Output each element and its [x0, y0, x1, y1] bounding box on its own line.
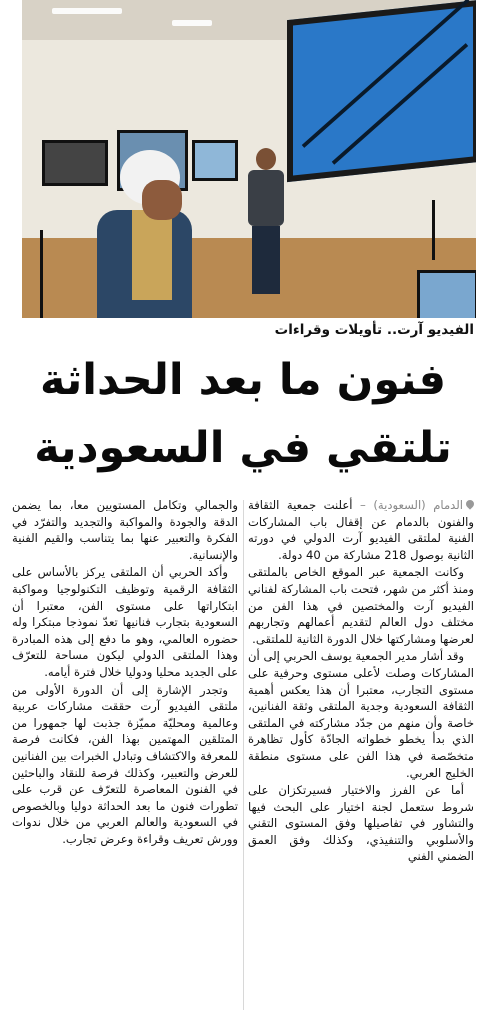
- article-paragraph: [12, 497, 238, 563]
- paragraph-text: وقد أشار مدير الجمعية يوسف الحربي إلى أن المشاركات وصلت لأعلى مستوى وحرفية على مستوى التجارب، معتبرا أن هذا يعكس أهمية الثقافة السعودية وجدية الملتقى وثقة الفنانين، خاصة وأن منهم من جدّد مشاركته في الملتقى الذي بدأ يخطو خطواته الجادّة كأول تظاهرة متخصّصة في هذا الفن على مستوى منطقة الخليج العربي.: [248, 649, 474, 780]
- video-screen: [192, 140, 238, 181]
- article-paragraph: [248, 648, 474, 781]
- paragraph-text: وأكد الحربي أن الملتقى يركز بالأساس على الثقافة الرقمية وتوظيف التكنولوجيا ومواكبة ابتكاراتها على مستوى الفن، معتبرا أن السعودية بتجارب فنانيها تعدّ نموذجا مبتكرا وله حضوره العالمي، وهو ما دفع إلى هذه المبادرة وهذا الملتقى الدولي ليكون مساحة للتعرّف على الجديد محليا ودوليا خلال فترة أيامه.: [12, 565, 238, 679]
- paragraph-text: أعلنت جمعية الثقافة والفنون بالدمام عن إقفال باب المشاركات الفنية لملتقى الفيديو آرت الدولي في دورته الثانية بوصول 218 مشاركة من 40 دولة.: [248, 498, 474, 562]
- paragraph-text: وتجدر الإشارة إلى أن الدورة الأولى من ملتقى الفيديو آرت حققت مشاركات عربية وعالمية ومحليّة مميّزة جذبت لها جمهورا من المتلقين المهتمين بهذا الفن، فكانت فرصة للمعرفة والاكتشاف وتبادل الخبرات بين الفنانين للعرض والتعبير، وكذلك فرصة للنقاد والباحثين في الفنون المعاصرة للتعرّف عن قرب على تطورات فنون ما بعد الحداثة دوليا وبالخصوص في السعودية والعالم العربي من خلال ندوات وورش تعريف وقراءة وعرض تجارب.: [12, 682, 238, 846]
- dateline: الدمام (السعودية) –: [360, 498, 463, 512]
- headline-line-2: تلتقي في السعودية: [34, 423, 452, 473]
- headphone-stand: [40, 230, 43, 318]
- ceiling-light: [52, 8, 122, 14]
- ceiling-light: [172, 20, 212, 26]
- location-pin-icon: [466, 500, 474, 510]
- video-screen: [287, 0, 476, 182]
- column-divider: [243, 500, 244, 1010]
- paragraph-text: وكانت الجمعية عبر الموقع الخاص بالملتقى ومنذ أكثر من شهر، فتحت باب المشاركة لفناني الفيديو آرت والمختصين في هذا الفن من مختلف دول العالم لتقديم أعمالهم وتجاربهم لعرضها ومشاركتها خلال الدورة الثانية للملتقى.: [248, 565, 474, 646]
- screen-birds: [302, 0, 470, 148]
- standing-visitor: [244, 148, 288, 296]
- article-paragraph: [248, 782, 474, 865]
- article-paragraph: [12, 564, 238, 680]
- headline-line-1: فنون ما بعد الحداثة: [40, 355, 446, 405]
- paragraph-text: والجمالي وتكامل المستويين معا، بما يضمن الدقة والجودة والمواكبة والتجديد والتفرّد في الفكرة والتعبير عنها بما يتناسب والقيم الفنية والإنسانية.: [12, 498, 238, 562]
- headphone-stand: [432, 200, 435, 260]
- article-column-right: [248, 497, 474, 866]
- article-column-left: [12, 497, 238, 848]
- article-paragraph: [12, 682, 238, 848]
- photo-caption: الفيديو آرت.. تأويلات وقراءات: [274, 322, 474, 338]
- visitor-with-headphones: [92, 140, 192, 318]
- article-paragraph: [248, 564, 474, 647]
- paragraph-text: أما عن الفرز والاختيار فسيرتكزان على شروط ستعمل لجنة اختيار على البحث فيها والتشاور في تفاصيلها وفق المستوى التقني والأسلوبي والتنفيذي، وكذلك وفق العمق الضمني الفني: [248, 783, 474, 864]
- article-paragraph: [248, 497, 474, 563]
- article-photo: [22, 0, 476, 318]
- video-screen: [417, 270, 476, 318]
